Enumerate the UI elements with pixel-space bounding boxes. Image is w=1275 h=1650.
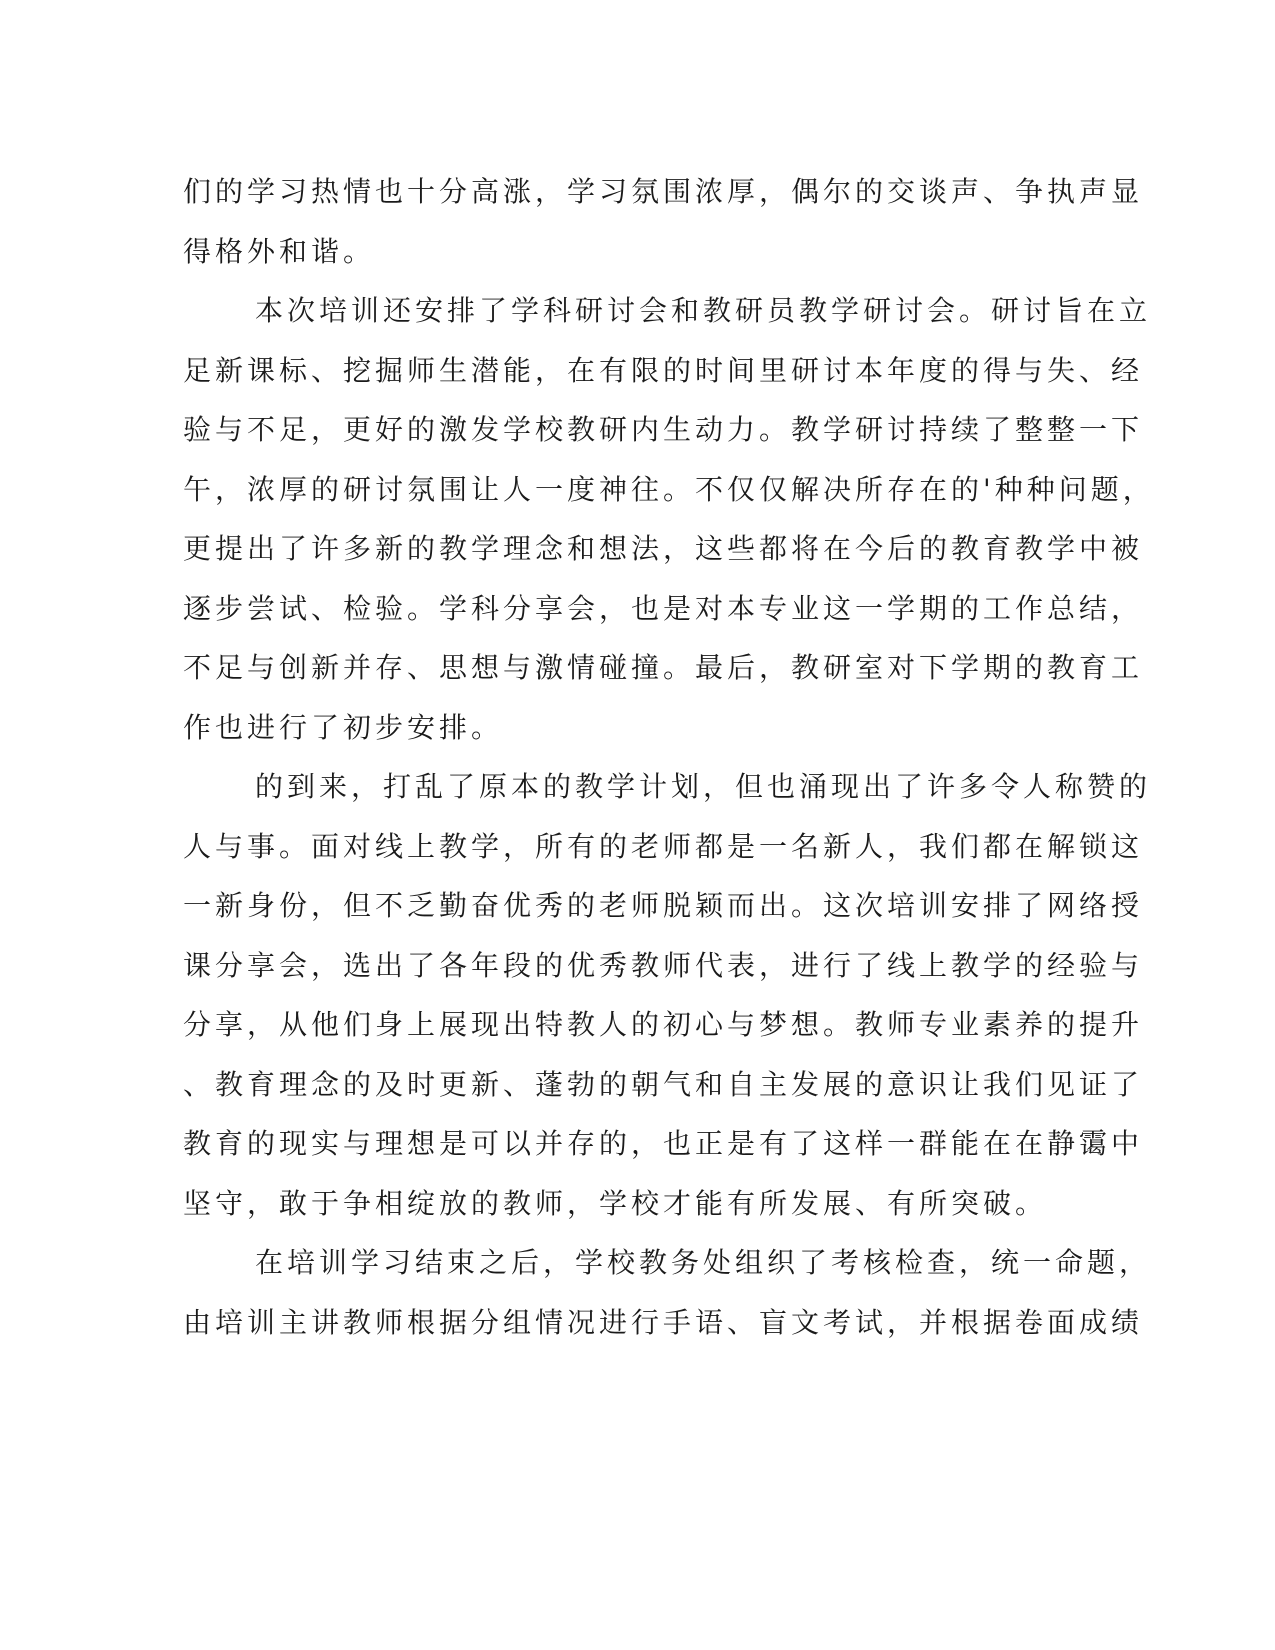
text-line: 不足与创新并存、思想与激情碰撞。最后，教研室对下学期的教育工: [183, 651, 1144, 684]
paragraph-2: [183, 281, 1155, 757]
text-line: 们的学习热情也十分高涨，学习氛围浓厚，偶尔的交谈声、争执声显: [183, 175, 1144, 208]
text-line: 一新身份，但不乏勤奋优秀的老师脱颖而出。这次培训安排了网络授: [183, 889, 1144, 922]
document-body: [183, 162, 1155, 1352]
text-line: 人与事。面对线上教学，所有的老师都是一名新人，我们都在解锁这: [183, 829, 1144, 863]
text-line: 由培训主讲教师根据分组情况进行手语、盲文考试，并根据卷面成绩: [183, 1305, 1144, 1339]
text-line: 本次培训还安排了学科研讨会和教研员教学研讨会。研讨旨在立: [255, 294, 1152, 327]
paragraph-1: [183, 162, 1144, 281]
text-line: 、教育理念的及时更新、蓬勃的朝气和自主发展的意识让我们见证了: [183, 1067, 1144, 1101]
text-line: 验与不足，更好的激发学校教研内生动力。教学研讨持续了整整一下: [183, 413, 1144, 446]
text-line: 更提出了许多新的教学理念和想法，这些都将在今后的教育教学中被: [183, 532, 1144, 565]
text-line: 的到来，打乱了原本的教学计划，但也涌现出了许多令人称赞的: [255, 770, 1152, 803]
text-line: 逐步尝试、检验。学科分享会，也是对本专业这一学期的工作总结，: [183, 591, 1144, 625]
text-line: 午，浓厚的研讨氛围让人一度神往。不仅仅解决所存在的'种种问题，: [183, 472, 1155, 506]
text-line: 分享，从他们身上展现出特教人的初心与梦想。教师专业素养的提升: [183, 1008, 1144, 1041]
text-line: 课分享会，选出了各年段的优秀教师代表，进行了线上教学的经验与: [183, 948, 1144, 982]
text-line: 在培训学习结束之后，学校教务处组织了考核检查，统一命题，: [255, 1246, 1152, 1279]
text-line: 作也进行了初步安排。: [183, 710, 504, 744]
paragraph-4: [183, 1233, 1152, 1352]
paragraph-3: [183, 757, 1152, 1233]
text-line: 得格外和谐。: [183, 234, 376, 268]
text-line: 足新课标、挖掘师生潜能，在有限的时间里研讨本年度的得与失、经: [183, 353, 1144, 387]
text-line: 教育的现实与理想是可以并存的，也正是有了这样一群能在在静霭中: [183, 1127, 1144, 1160]
text-line: 坚守，敢于争相绽放的教师，学校才能有所发展、有所突破。: [183, 1186, 1048, 1220]
